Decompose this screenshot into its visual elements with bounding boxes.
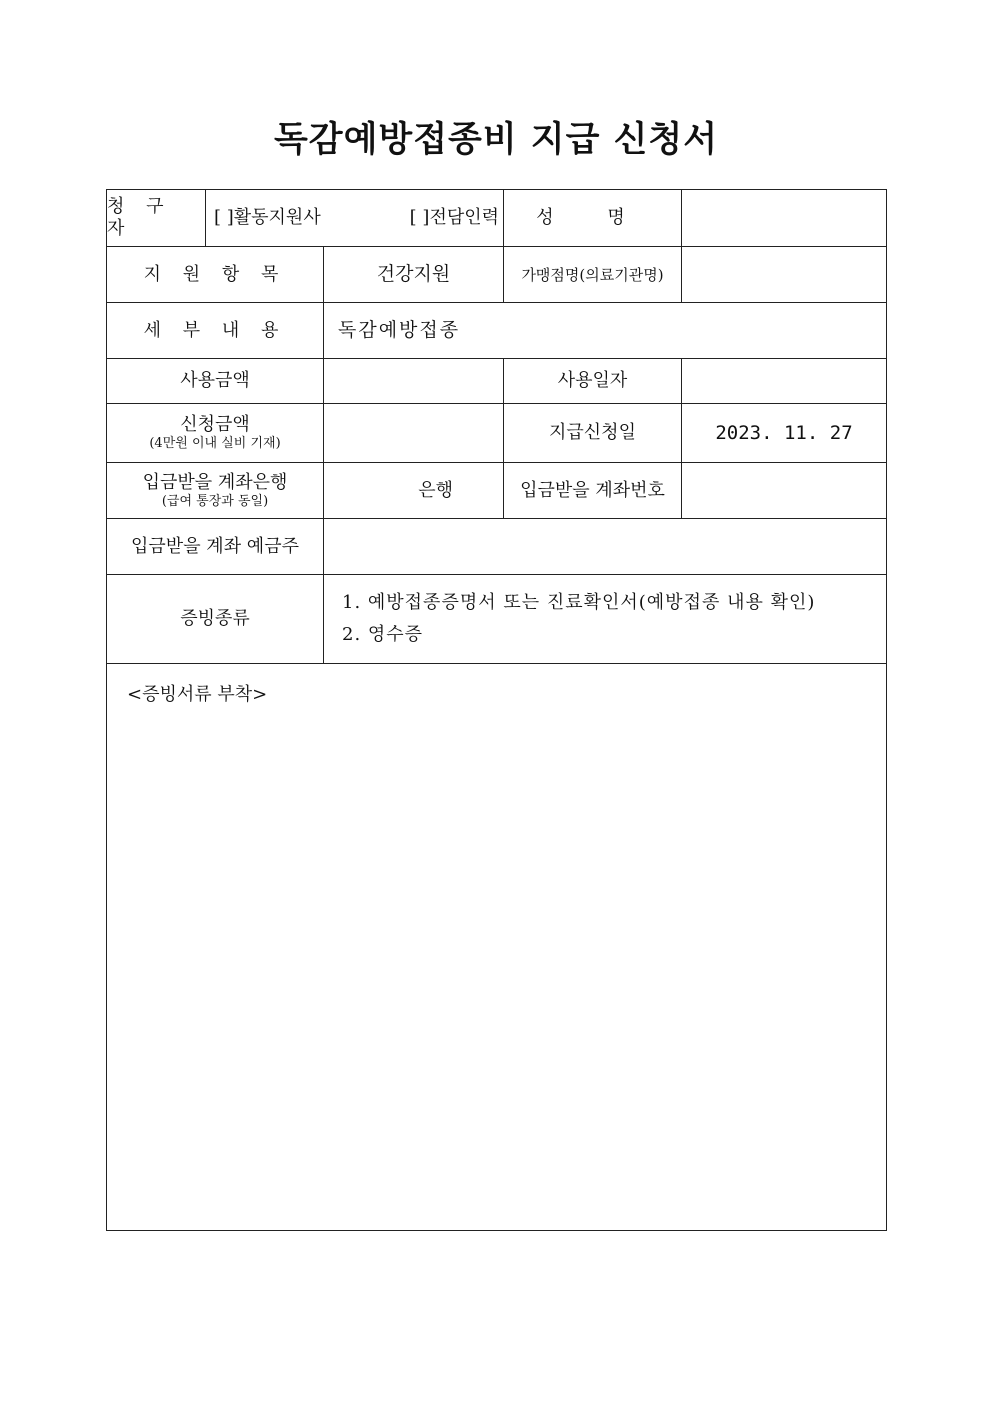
deposit-account-holder-value[interactable] (324, 519, 886, 574)
name-value[interactable] (682, 190, 886, 246)
claimant-option-activity-supporter[interactable]: [ ]활동지원사 (214, 207, 321, 229)
merchant-label: 가맹점명(의료기관명) (521, 265, 664, 284)
claimant-label: 청 구 자 (107, 196, 172, 239)
detail-label: 세 부 내 용 (143, 319, 287, 341)
claimant-options (206, 190, 503, 246)
usage-date-label: 사용일자 (557, 370, 628, 392)
evidence-item: 2. 영수증 (342, 624, 424, 645)
attachment-area[interactable] (107, 664, 886, 1230)
deposit-bank-label-cell (107, 463, 323, 518)
application-form (106, 189, 887, 1231)
name-label: 성 명 (536, 207, 649, 229)
claimant-option-dedicated-staff[interactable]: [ ]전담인력 (409, 207, 499, 229)
support-item-label: 지 원 항 목 (143, 263, 287, 285)
deposit-account-holder-label: 입금받을 계좌 예금주 (131, 535, 299, 557)
request-amount-label-cell (107, 404, 323, 462)
usage-amount-label: 사용금액 (180, 370, 250, 392)
detail-value[interactable]: 독감예방접종 (338, 319, 461, 342)
merchant-value[interactable] (682, 247, 886, 302)
request-amount-note: (4만원 이내 실비 기재) (149, 436, 281, 451)
deposit-account-number-label: 입금받을 계좌번호 (520, 479, 665, 501)
attachment-label: <증빙서류 부착> (127, 684, 268, 705)
payment-request-date-value[interactable]: 2023. 11. 27 (715, 421, 853, 444)
deposit-bank-value[interactable]: 은행 (418, 479, 453, 501)
deposit-account-number-value[interactable] (682, 463, 886, 518)
evidence-item: 1. 예방접종증명서 또는 진료확인서(예방접종 내용 확인) (342, 592, 816, 614)
support-item-value[interactable]: 건강지원 (376, 263, 451, 286)
usage-date-value[interactable] (682, 359, 886, 403)
payment-request-date-label: 지급신청일 (549, 422, 636, 444)
document-title: 독감예방접종비 지급 신청서 (273, 120, 719, 160)
usage-amount-value[interactable] (324, 359, 503, 403)
request-amount-value[interactable] (324, 404, 503, 462)
deposit-bank-note: (급여 통장과 동일) (161, 493, 269, 509)
request-amount-label: 신청금액 (180, 414, 250, 436)
evidence-label: 증빙종류 (180, 608, 250, 630)
evidence-list (324, 575, 886, 663)
deposit-bank-label: 입금받을 계좌은행 (142, 471, 288, 493)
